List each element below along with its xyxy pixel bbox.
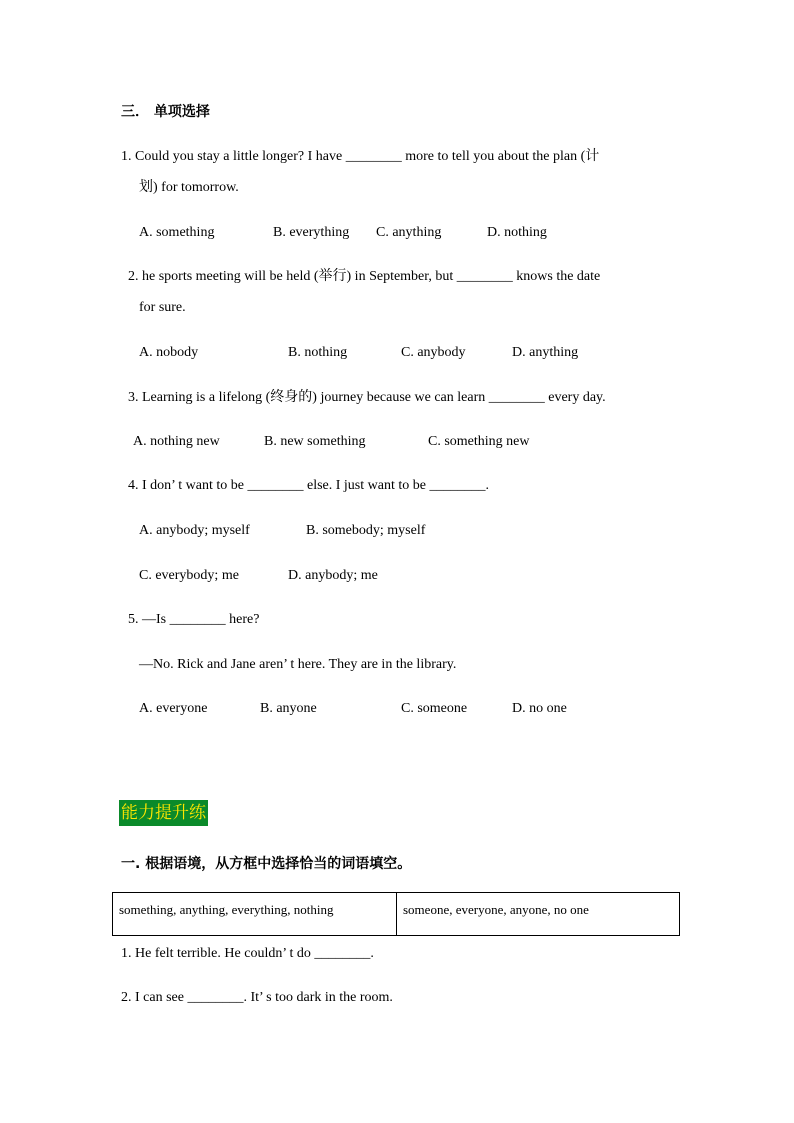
q5-option-d[interactable]: D. no one: [512, 701, 567, 716]
q3-option-b[interactable]: B. new something: [264, 434, 366, 449]
ability-badge: 能力提升练: [119, 800, 208, 826]
q4-option-a[interactable]: A. anybody; myself: [139, 523, 250, 538]
q1-option-c[interactable]: C. anything: [376, 225, 442, 240]
q2-option-b[interactable]: B. nothing: [288, 345, 348, 360]
word-box-right: someone, everyone, anyone, no one: [403, 902, 589, 917]
q3-option-c[interactable]: C. something new: [428, 434, 530, 449]
question-1-text: 1. Could you stay a little longer? I have ________ more to tell you about the plan (计: [121, 149, 600, 164]
q4-option-b[interactable]: B. somebody; myself: [306, 523, 426, 538]
word-box: [112, 892, 680, 936]
question-5-text: 5. —Is ________ here?: [128, 612, 260, 627]
question-4-text: 4. I don’ t want to be ________ else. I just want to be ________.: [128, 478, 489, 493]
q5-option-a[interactable]: A. everyone: [139, 701, 208, 716]
q2-option-d[interactable]: D. anything: [512, 345, 579, 360]
q1-option-b[interactable]: B. everything: [273, 225, 350, 240]
fill-question-1: 1. He felt terrible. He couldn’ t do ________.: [121, 946, 374, 961]
word-box-left: something, anything, everything, nothing: [113, 893, 397, 935]
question-2-text-cont: for sure.: [139, 300, 186, 315]
section-heading: 三． 单项选择: [121, 104, 210, 120]
q5-option-b[interactable]: B. anyone: [260, 701, 317, 716]
question-5-dialogue: —No. Rick and Jane aren’ t here. They are in the library.: [139, 657, 457, 672]
q5-option-c[interactable]: C. someone: [401, 701, 468, 716]
q2-option-a[interactable]: A. nobody: [139, 345, 199, 360]
q4-option-c[interactable]: C. everybody; me: [139, 568, 239, 583]
q3-option-a[interactable]: A. nothing new: [133, 434, 220, 449]
fill-question-2: 2. I can see ________. It’ s too dark in the room.: [121, 990, 393, 1005]
ability-heading: 一. 根据语境，从方框中选择恰当的词语填空。: [121, 856, 412, 872]
q2-option-c[interactable]: C. anybody: [401, 345, 466, 360]
question-1-text-cont: 划) for tomorrow.: [139, 180, 239, 195]
question-2-text: 2. he sports meeting will be held (举行) in September, but ________ knows the date: [128, 269, 601, 284]
q1-option-a[interactable]: A. something: [139, 225, 215, 240]
q4-option-d[interactable]: D. anybody; me: [288, 568, 378, 583]
q1-option-d[interactable]: D. nothing: [487, 225, 547, 240]
question-3-text: 3. Learning is a lifelong (终身的) journey because we can learn ________ every day.: [128, 390, 606, 405]
